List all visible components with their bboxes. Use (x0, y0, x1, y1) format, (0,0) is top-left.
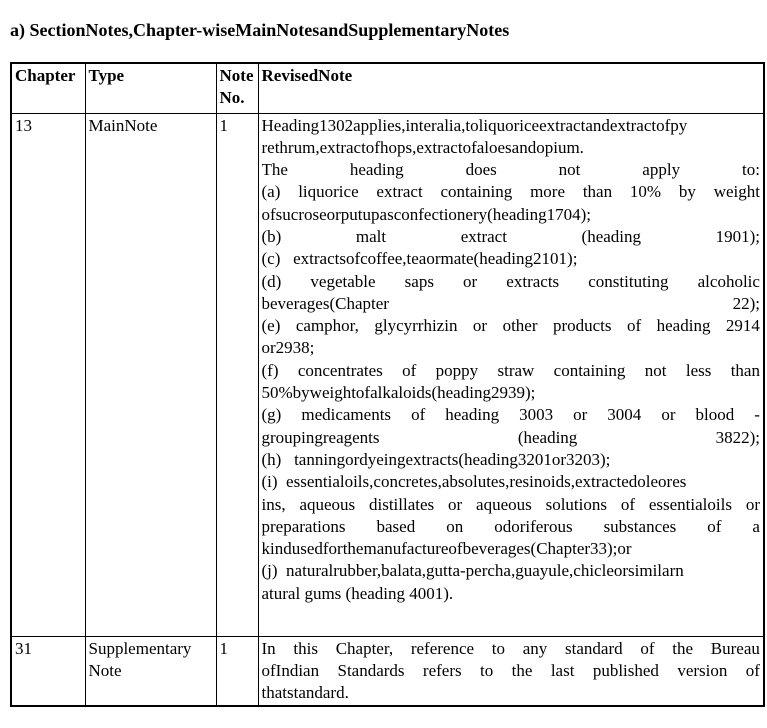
col-header-chapter: Chapter (11, 63, 85, 113)
revised-note-line: ins, aqueous distillates or aqueous solutions of essentialoils or (261, 494, 760, 514)
revised-note-line: rethrum,extractofhops,extractofaloesandopium. (261, 137, 584, 157)
revised-note-line: 50%byweightofalkaloids(heading2939); (261, 383, 536, 403)
col-header-note-no: Note No. (216, 63, 258, 113)
revised-note-line: (h) tanningordyeingextracts(heading3201or3203); (261, 449, 611, 469)
revised-note-line: (f) concentrates of poppy straw containing not less than (261, 360, 760, 380)
table-row (11, 113, 764, 636)
page-title: a) SectionNotes,Chapter-wiseMainNotesandSupplementaryNotes (10, 20, 510, 40)
table-header-row (11, 63, 764, 113)
col-header-revised-note: RevisedNote (258, 63, 764, 113)
table-row (11, 636, 764, 706)
revised-note-line: (i) essentialoils,concretes,absolutes,resinoids,extractedoleores (261, 472, 687, 492)
revised-note-lines (262, 638, 761, 705)
document-page (0, 19, 767, 728)
cell-revised-note (258, 636, 764, 706)
revised-note-line: ofsucroseorputupasconfectionery(heading1704); (261, 204, 591, 224)
revised-note-line: thatstandard. (261, 683, 349, 703)
revised-note-line: (j) naturalrubber,balata,gutta-percha,guayule,chicleorsimilarn (261, 561, 684, 581)
revised-note-line: or2938; (261, 338, 315, 358)
notes-table (10, 62, 765, 707)
revised-note-line: groupingreagents (heading 3822); (261, 427, 760, 447)
cell-type: MainNote (85, 113, 216, 636)
cell-type: Supplementary Note (85, 636, 216, 706)
revised-note-line: preparations based on odoriferous substances of a (261, 516, 760, 536)
revised-note-line: kindusedforthemanufactureofbeverages(Chapter33);or (261, 539, 632, 559)
revised-note-line: (c) extractsofcoffee,teaormate(heading2101); (261, 249, 578, 269)
revised-note-line: In this Chapter, reference to any standard of the Bureau (261, 638, 760, 658)
cell-note-no: 1 (216, 636, 258, 706)
revised-note-line: (a) liquorice extract containing more than 10% by weight (261, 182, 760, 202)
revised-note-line: Heading1302applies,interalia,toliquoriceextractandextractofpy (261, 115, 688, 135)
revised-note-line: The heading does not apply to: (261, 160, 760, 180)
cell-revised-note (258, 113, 764, 636)
revised-note-line: (b) malt extract (heading 1901); (261, 226, 760, 246)
revised-note-line: ofIndian Standards refers to the last published version of (261, 660, 760, 680)
cell-chapter: 31 (11, 636, 85, 706)
cell-note-no: 1 (216, 113, 258, 636)
revised-note-line: beverages(Chapter 22); (261, 293, 760, 313)
revised-note-line: atural gums (heading 4001). (261, 583, 454, 603)
revised-note-line: (g) medicaments of heading 3003 or 3004 or blood - (261, 405, 760, 425)
col-header-type: Type (85, 63, 216, 113)
cell-chapter: 13 (11, 113, 85, 636)
revised-note-lines (262, 115, 761, 606)
revised-note-line: (d) vegetable saps or extracts constituting alcoholic (261, 271, 760, 291)
revised-note-line: (e) camphor, glycyrrhizin or other products of heading 2914 (261, 316, 760, 336)
